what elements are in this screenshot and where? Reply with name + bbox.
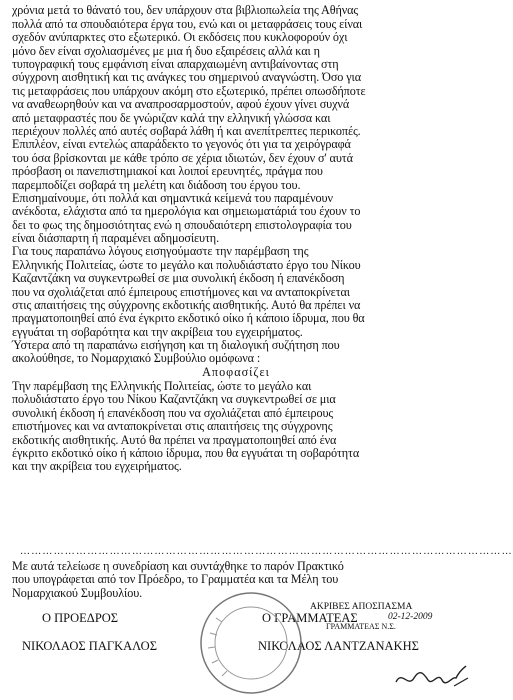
secretary-name: ΝΙΚΟΛΑΟΣ ΛΑΝΤΖΑΝΑΚΗΣ xyxy=(258,639,419,653)
body-text-line: που να σχολιάζεται από έμπειρους επιστήμονες και να ανταποκρίνεται xyxy=(12,285,350,299)
closing-text-line: Νομαρχιακού Συμβουλίου. xyxy=(12,586,143,600)
body-text-line: ακολούθησε, το Νομαρχιακό Συμβούλιο ομόφωνα : xyxy=(12,351,261,365)
body-text-line: σχεδόν ανύπαρκτες στο εξωτερικό. Οι εκδόσεις που κυκλοφορούν όχι xyxy=(12,30,348,44)
body-text-line: τις μεταφράσεις που υπάρχουν ακόμη στο εξωτερικό, πρέπει οπωσδήποτε xyxy=(12,84,366,98)
body-text-line: πραγματοποιηθεί από ένα έγκριτο εκδοτικό οίκο ή κάποιο ίδρυμα, που θα xyxy=(12,311,365,325)
body-text-line: Επισημαίνουμε, ότι πολλά και σημαντικά κείμενά του παραμένουν xyxy=(12,191,333,205)
body-text-line: Ύστερα από τη παραπάνω εισήγηση και τη διαλογική συζήτηση που xyxy=(12,338,340,352)
body-text-line: παρεμποδίζει σοβαρά τη μελέτη και διάδοση του έργου του. xyxy=(12,178,301,192)
secretary-title: Ο ΓΡΑΜΜΑΤΕΑΣ xyxy=(262,611,358,625)
body-text-line: του όσα βρίσκονται με κάθε τρόπο σε χέρια ιδιωτών, δεν έχουν σ' αυτά xyxy=(12,151,353,165)
body-text-line: πολυδιάστατο έργο του Νίκου Καζαντζάκη να συγκεντρωθεί σε μια xyxy=(12,392,336,406)
body-text-line: Την παρέμβαση της Ελληνικής Πολιτείας, ώστε το μεγάλο και xyxy=(12,379,312,393)
body-text-line: Ελληνικής Πολιτείας, ώστε το μεγάλο και πολυδιάστατο έργο του Νίκου xyxy=(12,258,361,272)
body-text-line: μόνο δεν είναι σχολιασμένες με μια ή δυο εξαιρέσεις αλλά και η xyxy=(12,44,320,58)
decision-heading: Αποφασίζει xyxy=(202,365,270,379)
president-title: Ο ΠΡΟΕΔΡΟΣ xyxy=(42,611,119,625)
body-text-line: συνολική έκδοση ή επανέκδοση που να σχολιάζεται από έμπειρους xyxy=(12,406,334,420)
body-text-line: Επιπλέον, είναι εντελώς απαράδεκτο το γεγονός ότι για τα χειρόγραφά xyxy=(12,137,351,151)
body-text-line: εγγυάται τη σοβαρότητα και την ακρίβεια του εγχειρήματος. xyxy=(12,325,303,339)
body-text-line: είναι διάσπαρτη ή παραμένει αδημοσίευτη. xyxy=(12,231,220,245)
handwritten-signature xyxy=(394,660,470,694)
president-name: ΝΙΚΟΛΑΟΣ ΠΑΓΚΑΛΟΣ xyxy=(22,639,157,653)
body-text-line: δει το φως της δημοσιότητας ενώ η σπουδαιότερη επιστολογραφία του xyxy=(12,218,352,232)
body-text-line: και την ακρίβεια του εγχειρήματος. xyxy=(12,459,182,473)
body-text-line: περιέχουν πολλές από αυτές σοβαρά λάθη ή και ανεπίτρεπτες περικοπές. xyxy=(12,124,361,138)
body-text-line: από μεταφραστές που δε γνώριζαν καλά την ελληνική γλώσσα και xyxy=(12,111,331,125)
body-text-line: Καζαντζάκη να συγκεντρωθεί σε μια συνολική έκδοση ή επανέκδοση xyxy=(12,271,345,285)
body-text-line: τυπογραφική τους εμφάνιση είναι απαρχαιωμένη αντιβαίνοντας στη xyxy=(12,57,339,71)
body-text-line: πολλά από τα σπουδαιότερα έργα του, ενώ και οι μεταφράσεις τους είναι xyxy=(12,17,363,31)
body-text-line: σύγχρονη αισθητική και τις ανάγκες του σημερινού αναγνώστη. Όσο για xyxy=(12,70,361,84)
body-text-line: ανέκδοτα, ελάχιστα από τα ημερολόγια και σημειωματάριά του έχουν το xyxy=(12,204,361,218)
body-text-line: επιστήμονες και να ανταποκρίνεται στις απαιτήσεις της σύγχρονης xyxy=(12,419,333,433)
body-text-line: έγκριτο εκδοτικό οίκο ή κάποιο ίδρυμα, που θα εγγυάται τη σοβαρότητα xyxy=(12,446,360,460)
stamp-line-1: ΑΚΡΙΒΕΣ ΑΠΟΣΠΑΣΜΑ xyxy=(310,602,413,612)
body-text-line: πρόσβαση οι πανεπιστημιακοί και λοιποί ερευνητές, πράγμα που xyxy=(12,164,323,178)
body-text-line: εκδοτικής αισθητικής. Αυτό θα πρέπει να πραγματοποιηθεί από ένα xyxy=(12,433,337,447)
official-seal-stamp xyxy=(196,588,306,698)
dotted-separator: …………………………………………………………………………………………………………………… xyxy=(20,546,513,557)
body-text-line: χρόνια μετά το θάνατό του, δεν υπάρχουν στα βιβλιοπωλεία της Αθήνας xyxy=(12,3,359,17)
body-text-line: να αναθεωρηθούν και να αναπροσαρμοστούν, αφού έχουν γίνει συχνά xyxy=(12,97,350,111)
body-text-line: στις απαιτήσεις της σύγχρονης εκδοτικής αισθητικής. Αυτό θα πρέπει να xyxy=(12,298,361,312)
stamp-line-2: 02-12-2009 xyxy=(388,612,433,622)
stamp-line-3: ΓΡΑΜΜΑΤΕΑΣ Ν.Σ. xyxy=(326,622,396,631)
closing-text-line: Με αυτά τελείωσε η συνεδρίαση και συντάχθηκε το παρόν Πρακτικό xyxy=(12,559,344,573)
body-text-line: Για τους παραπάνω λόγους εισηγούμαστε την παρέμβαση της xyxy=(12,244,309,258)
closing-text-line: που υπογράφεται από τον Πρόεδρο, το Γραμματέα και τα Μέλη του xyxy=(12,572,339,586)
